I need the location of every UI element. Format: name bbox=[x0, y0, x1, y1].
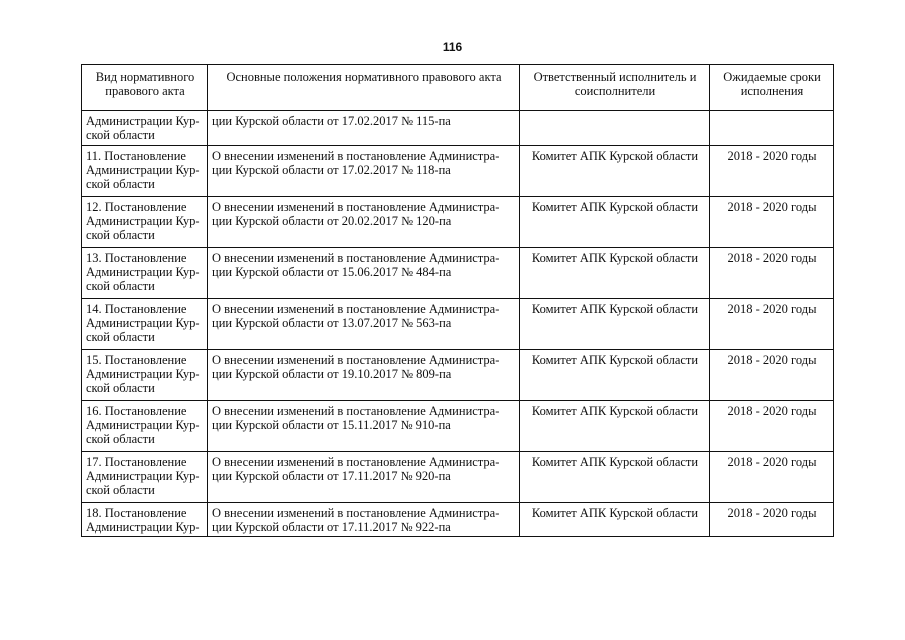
cell-text-line: Администрации Кур- bbox=[86, 214, 200, 228]
cell-responsible bbox=[520, 111, 710, 146]
header-text-line: Ответственный исполнитель и bbox=[533, 70, 697, 84]
cell-text-line: ской области bbox=[86, 228, 155, 242]
table-body bbox=[82, 111, 834, 537]
cell-main-provisions bbox=[208, 111, 520, 146]
cell-text-line: Администрации Кур- bbox=[86, 520, 200, 534]
table-header-row bbox=[82, 65, 834, 111]
cell-text-line: ской области bbox=[86, 279, 155, 293]
table-row bbox=[82, 503, 834, 537]
header-deadline bbox=[710, 65, 834, 111]
cell-responsible: Комитет АПК Курской области bbox=[520, 146, 710, 197]
cell-text-line: ции Курской области от 17.11.2017 № 922-па bbox=[212, 520, 451, 534]
cell-responsible: Комитет АПК Курской области bbox=[520, 248, 710, 299]
cell-responsible: Комитет АПК Курской области bbox=[520, 401, 710, 452]
cell-text-line: О внесении изменений в постановление Администра- bbox=[212, 506, 500, 520]
cell-act-type bbox=[82, 197, 208, 248]
table-row bbox=[82, 197, 834, 248]
cell-text-line: О внесении изменений в постановление Администра- bbox=[212, 404, 500, 418]
cell-text-line: ской области bbox=[86, 483, 155, 497]
cell-text-line: ции Курской области от 17.02.2017 № 115-па bbox=[212, 114, 451, 128]
table-row bbox=[82, 452, 834, 503]
table-row bbox=[82, 248, 834, 299]
cell-text-line: 14. Постановление bbox=[86, 302, 187, 316]
cell-main-provisions bbox=[208, 452, 520, 503]
cell-act-type bbox=[82, 299, 208, 350]
cell-text-line: О внесении изменений в постановление Администра- bbox=[212, 302, 500, 316]
cell-act-type bbox=[82, 146, 208, 197]
cell-deadline bbox=[710, 111, 834, 146]
cell-text-line: Администрации Кур- bbox=[86, 418, 200, 432]
cell-text-line: О внесении изменений в постановление Администра- bbox=[212, 251, 500, 265]
cell-deadline: 2018 - 2020 годы bbox=[710, 503, 834, 537]
header-text-line: правового акта bbox=[105, 84, 185, 98]
header-text-line: Основные положения нормативного правового акта bbox=[226, 70, 502, 84]
cell-deadline: 2018 - 2020 годы bbox=[710, 299, 834, 350]
cell-act-type bbox=[82, 401, 208, 452]
header-text-line: Ожидаемые сроки bbox=[723, 70, 821, 84]
cell-text-line: ции Курской области от 15.11.2017 № 910-па bbox=[212, 418, 451, 432]
header-act-type bbox=[82, 65, 208, 111]
cell-deadline: 2018 - 2020 годы bbox=[710, 197, 834, 248]
cell-main-provisions bbox=[208, 350, 520, 401]
cell-text-line: ской области bbox=[86, 330, 155, 344]
cell-deadline: 2018 - 2020 годы bbox=[710, 401, 834, 452]
page-number: 116 bbox=[442, 40, 463, 54]
cell-text-line: ции Курской области от 17.02.2017 № 118-па bbox=[212, 163, 451, 177]
cell-text-line: О внесении изменений в постановление Администра- bbox=[212, 353, 500, 367]
table-row bbox=[82, 111, 834, 146]
cell-text-line: 15. Постановление bbox=[86, 353, 187, 367]
cell-text-line: ции Курской области от 13.07.2017 № 563-па bbox=[212, 316, 452, 330]
cell-text-line: 16. Постановление bbox=[86, 404, 187, 418]
header-text-line: соисполнители bbox=[574, 84, 656, 98]
cell-deadline: 2018 - 2020 годы bbox=[710, 146, 834, 197]
cell-act-type bbox=[82, 111, 208, 146]
cell-text-line: 13. Постановление bbox=[86, 251, 187, 265]
cell-text-line: Администрации Кур- bbox=[86, 265, 200, 279]
cell-text-line: Администрации Кур- bbox=[86, 469, 200, 483]
cell-deadline: 2018 - 2020 годы bbox=[710, 350, 834, 401]
table-row bbox=[82, 299, 834, 350]
cell-main-provisions bbox=[208, 401, 520, 452]
cell-responsible: Комитет АПК Курской области bbox=[520, 452, 710, 503]
cell-responsible: Комитет АПК Курской области bbox=[520, 350, 710, 401]
cell-text-line: 17. Постановление bbox=[86, 455, 187, 469]
cell-text-line: ции Курской области от 17.11.2017 № 920-па bbox=[212, 469, 451, 483]
cell-text-line: О внесении изменений в постановление Администра- bbox=[212, 455, 500, 469]
cell-act-type bbox=[82, 503, 208, 537]
cell-text-line: ции Курской области от 20.02.2017 № 120-па bbox=[212, 214, 452, 228]
table-row bbox=[82, 350, 834, 401]
cell-main-provisions bbox=[208, 248, 520, 299]
cell-deadline: 2018 - 2020 годы bbox=[710, 248, 834, 299]
cell-responsible: Комитет АПК Курской области bbox=[520, 299, 710, 350]
table-row bbox=[82, 146, 834, 197]
cell-text-line: ской области bbox=[86, 128, 155, 142]
cell-text-line: ской области bbox=[86, 177, 155, 191]
cell-text-line: О внесении изменений в постановление Администра- bbox=[212, 149, 500, 163]
header-text-line: исполнения bbox=[740, 84, 804, 98]
cell-text-line: 12. Постановление bbox=[86, 200, 187, 214]
cell-text-line: ской области bbox=[86, 381, 155, 395]
cell-text-line: Администрации Кур- bbox=[86, 114, 200, 128]
cell-main-provisions bbox=[208, 503, 520, 537]
header-text-line: Вид нормативного bbox=[95, 70, 195, 84]
cell-deadline: 2018 - 2020 годы bbox=[710, 452, 834, 503]
cell-main-provisions bbox=[208, 146, 520, 197]
cell-main-provisions bbox=[208, 299, 520, 350]
cell-text-line: 18. Постановление bbox=[86, 506, 187, 520]
cell-text-line: Администрации Кур- bbox=[86, 316, 200, 330]
cell-text-line: Администрации Кур- bbox=[86, 367, 200, 381]
table-row bbox=[82, 401, 834, 452]
cell-text-line: О внесении изменений в постановление Администра- bbox=[212, 200, 500, 214]
cell-act-type bbox=[82, 452, 208, 503]
cell-text-line: ции Курской области от 19.10.2017 № 809-па bbox=[212, 367, 452, 381]
cell-responsible: Комитет АПК Курской области bbox=[520, 197, 710, 248]
cell-text-line: ской области bbox=[86, 432, 155, 446]
cell-act-type bbox=[82, 350, 208, 401]
cell-responsible: Комитет АПК Курской области bbox=[520, 503, 710, 537]
cell-main-provisions bbox=[208, 197, 520, 248]
cell-act-type bbox=[82, 248, 208, 299]
header-responsible bbox=[520, 65, 710, 111]
cell-text-line: Администрации Кур- bbox=[86, 163, 200, 177]
cell-text-line: ции Курской области от 15.06.2017 № 484-па bbox=[212, 265, 452, 279]
header-main-provisions bbox=[208, 65, 520, 111]
regulatory-acts-table bbox=[81, 64, 834, 537]
cell-text-line: 11. Постановление bbox=[86, 149, 186, 163]
